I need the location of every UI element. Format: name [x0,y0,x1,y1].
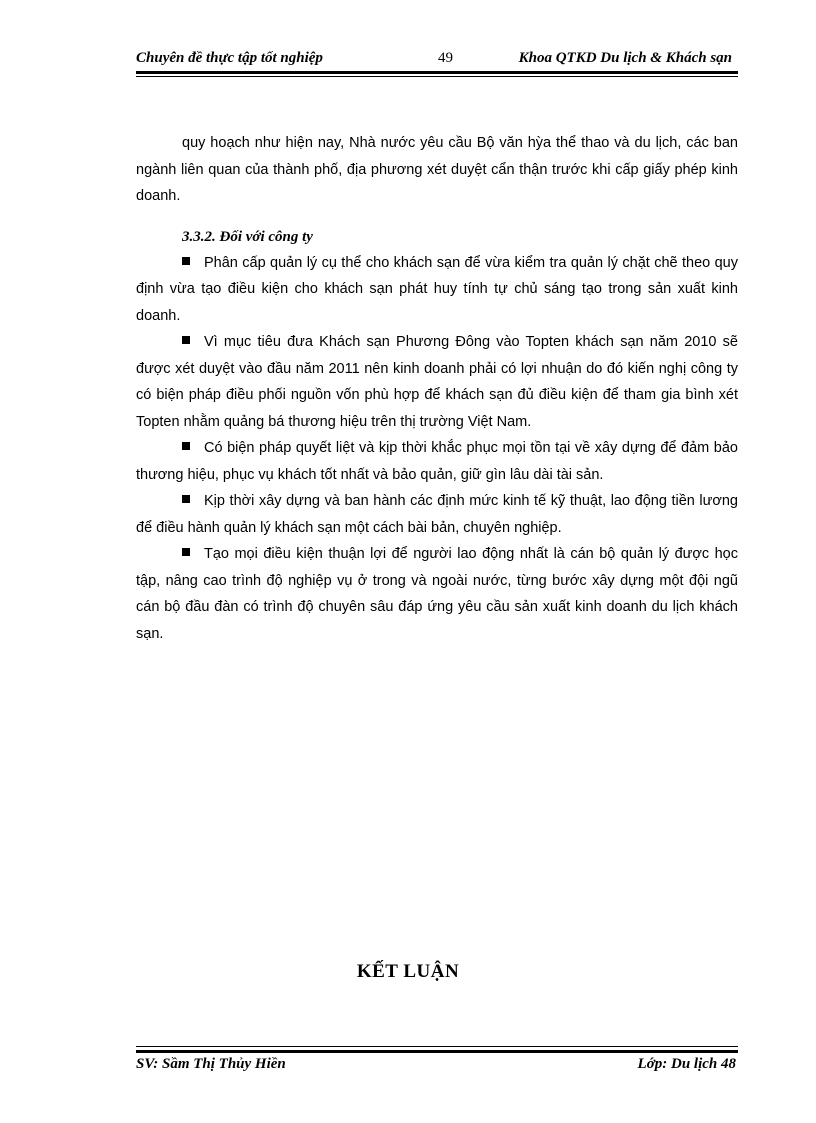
footer-class: Lớp: Du lịch 48 [637,1056,736,1072]
bullet-item [136,435,738,488]
footer-rule-thick [136,1050,738,1053]
bullet-square-icon [182,442,190,450]
header-rule-thick [136,71,738,74]
page-number: 49 [438,50,453,66]
bullet-square-icon [182,495,190,503]
conclusion-heading: KẾT LUẬN [356,961,460,982]
header-faculty: Khoa QTKD Du lịch & Khách sạn [518,50,732,66]
page-footer [136,1056,738,1076]
page-header [136,48,738,70]
header-rule-thin [136,76,738,77]
footer-student-name: SV: Sầm Thị Thủy Hiền [136,1056,286,1072]
bullet-item [136,488,738,541]
footer-rule-thin [136,1046,738,1047]
intro-paragraph: quy hoạch như hiện nay, Nhà nước yêu cầu Bộ văn hỳa thể thao và du lịch, các ban ngành liên quan của thành phố, địa phương xét duyệt cẩn thận trước khi cấp giấy phép kinh doanh. [136,135,738,204]
bullet-text: Phân cấp quản lý cụ thể cho khách sạn để vừa kiểm tra quản lý chặt chẽ theo quy định vừa tạo điều kiện cho khách sạn phát huy tính tự chủ sáng tạo trong sản xuất kinh doanh. [136,254,738,324]
section-title: 3.3.2. Đối với công ty [182,228,313,245]
bullet-text: Có biện pháp quyết liệt và kịp thời khắc phục mọi tồn tại về xây dựng để đảm bảo thương hiệu, phục vụ khách tốt nhất và bảo quản, giữ gìn lâu dài tài sản. [136,440,738,483]
bullet-square-icon [182,548,190,556]
bullet-text: Tạo mọi điều kiện thuận lợi để người lao động nhất là cán bộ quản lý được học tập, nâng cao trình độ nghiệp vụ ở trong và ngoài nước, từng bước xây dựng một đội ngũ cán bộ đầu đàn có trình độ chuyên sâu đáp ứng yêu cầu sản xuất kinh doanh du lịch khách sạn. [136,546,738,642]
bullet-square-icon [182,336,190,344]
header-thesis-title: Chuyên đề thực tập tốt nghiệp [136,50,323,66]
bullet-item [136,541,738,647]
bullet-item [136,250,738,330]
bullet-text: Vì mục tiêu đưa Khách sạn Phương Đông vào Topten khách sạn năm 2010 sẽ được xét duyệt vào đầu năm 2011 nên kinh doanh phải có lợi nhuận do đó kiến nghị công ty có biện pháp điều phối nguồn vốn phù hợp để khách sạn đủ điều kiện để tham gia bình xét Topten nhằm quảng bá thương hiệu trên thị trường Việt Nam. [136,334,738,430]
bullet-text: Kịp thời xây dựng và ban hành các định mức kinh tế kỹ thuật, lao động tiền lương để điều hành quản lý khách sạn một cách bài bản, chuyên nghiệp. [136,493,738,536]
bullet-square-icon [182,257,190,265]
page-body [136,130,738,647]
bullet-item [136,329,738,435]
